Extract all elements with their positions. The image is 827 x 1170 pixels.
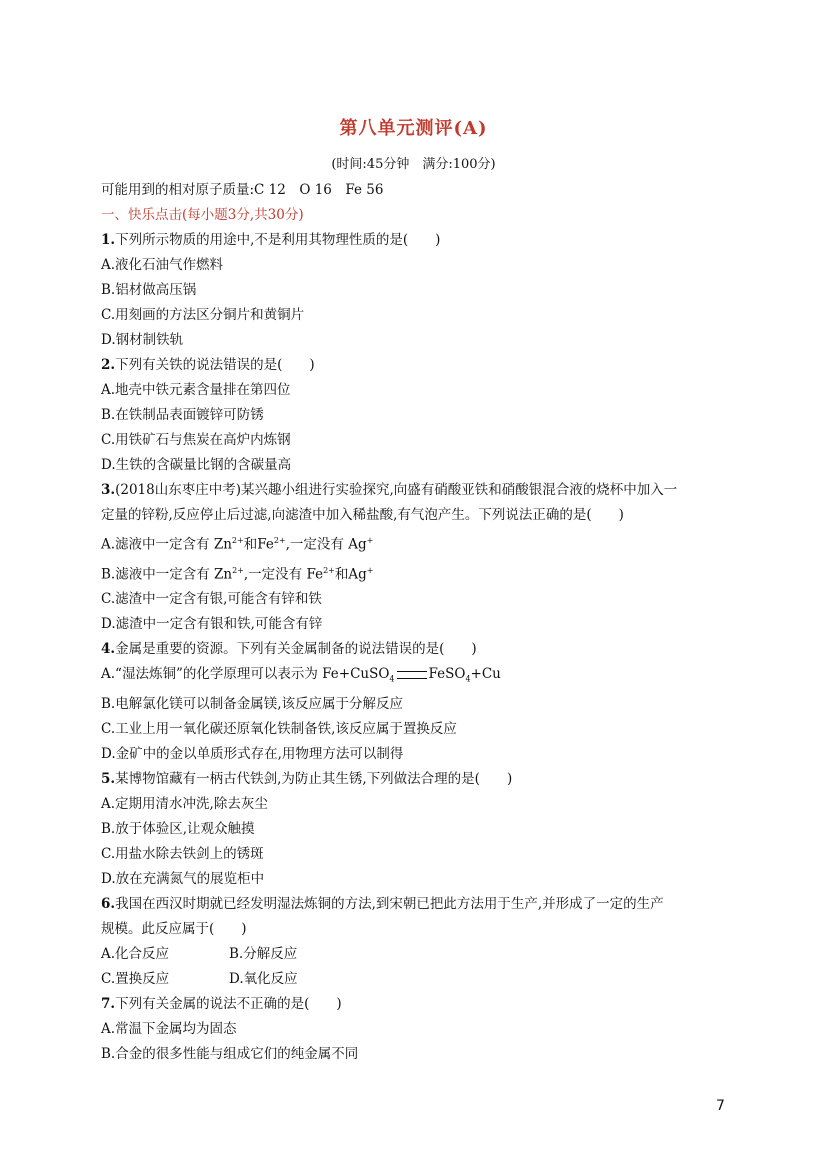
option-a	[101, 528, 741, 558]
option-b: B.合金的很多性能与组成它们的纯金属不同	[101, 1045, 359, 1062]
option-a: A.化合反应	[101, 945, 170, 962]
option-d: D.生铁的含碳量比钢的含碳量高	[101, 457, 292, 473]
option-a: A.液化石油气作燃料	[101, 257, 224, 273]
option-c: C.用刻画的方法区分铜片和黄铜片	[101, 307, 305, 323]
question-text: 下列有关金属的说法不正确的是( )	[115, 995, 342, 1012]
option-b: B.放于体验区,让观众触摸	[101, 820, 255, 837]
option-c: C.用盐水除去铁剑上的锈斑	[101, 845, 264, 862]
option-a	[101, 662, 741, 692]
question-4	[101, 637, 741, 662]
equation-equals-sign	[397, 671, 427, 679]
page-number: 7	[716, 1098, 725, 1114]
ion-charge: 2+	[273, 536, 286, 545]
question-text-line-2: 定量的锌粉,反应停止后过滤,向滤渣中加入稀盐酸,有气泡产生。下列说法正确的是( )	[101, 507, 624, 523]
question-number: 6.	[101, 895, 116, 912]
question-text-line-1: 我国在西汉时期就已经发明湿法炼铜的方法,到宋朝已把此方法用于生产,并形成了一定的生产	[115, 895, 664, 912]
option-d: D.滤渣中一定含有银和铁,可能含有锌	[101, 616, 323, 632]
subscript: 4	[465, 674, 471, 684]
ion-charge: +	[366, 536, 374, 545]
question-2	[101, 353, 741, 378]
question-3	[101, 478, 741, 503]
option-text: +Cu	[470, 666, 501, 682]
option-d: D.金矿中的金以单质形式存在,用物理方法可以制得	[101, 745, 404, 762]
option-text: A.“湿法炼铜”的化学原理可以表示为 Fe+CuSO	[101, 666, 390, 682]
option-b: B.在铁制品表面镀锌可防锈	[101, 407, 264, 423]
ion-charge: 2+	[323, 565, 335, 575]
question-number: 5.	[101, 770, 116, 787]
ion-charge: 2+	[231, 536, 244, 545]
option-c: C.工业上用一氧化碳还原氧化铁制备铁,该反应属于置换反应	[101, 720, 457, 737]
option-b: B.电解氯化镁可以制备金属镁,该反应属于分解反应	[101, 695, 404, 712]
question-text: 某博物馆藏有一柄古代铁剑,为防止其生锈,下列做法合理的是( )	[115, 770, 513, 787]
question-text: 下列有关铁的说法错误的是( )	[115, 357, 315, 373]
option-row	[101, 942, 741, 967]
question-5	[101, 767, 741, 792]
option-text: FeSO	[428, 666, 466, 682]
option-b: B.分解反应	[229, 945, 298, 962]
page-title: 第八单元测评(A)	[339, 118, 488, 139]
option-b: B.铝材做高压锅	[101, 282, 197, 298]
question-number: 7.	[101, 995, 116, 1012]
option-text: ,一定没有 Fe	[243, 566, 324, 582]
option-c: C.置换反应	[101, 970, 170, 987]
question-6	[101, 892, 741, 917]
section-heading: 一、快乐点击(每小题3分,共30分)	[101, 207, 304, 223]
option-d: D.放在充满氮气的展览柜中	[101, 870, 265, 887]
atomic-masses: 可能用到的相对原子质量:C 12 O 16 Fe 56	[101, 182, 384, 198]
exam-info: (时间:45分钟 满分:100分)	[331, 157, 496, 172]
question-7	[101, 992, 741, 1017]
question-text-line-2: 规模。此反应属于( )	[101, 920, 247, 937]
option-c: C.用铁矿石与焦炭在高炉内炼钢	[101, 432, 291, 448]
option-text: 和Fe	[243, 536, 274, 553]
option-text: B.滤液中一定含有 Zn	[101, 566, 233, 582]
exam-content	[101, 178, 741, 1067]
question-number: 1.	[101, 232, 116, 248]
option-a: A.定期用清水冲洗,除去灰尘	[101, 795, 268, 812]
question-number: 2.	[101, 357, 116, 373]
question-text: 下列所示物质的用途中,不是利用其物理性质的是( )	[115, 232, 441, 248]
ion-charge: 2+	[232, 565, 244, 575]
question-number: 4.	[101, 641, 116, 657]
question-text-line-1: (2018山东枣庄中考)某兴趣小组进行实验探究,向盛有硝酸亚铁和硝酸银混合液的烧杯中加入一	[115, 482, 678, 498]
ion-charge: +	[366, 565, 374, 575]
option-a: A.常温下金属均为固态	[101, 1020, 237, 1037]
question-1	[101, 228, 741, 253]
option-c: C.滤渣中一定含有银,可能含有锌和铁	[101, 591, 322, 607]
question-number: 3.	[101, 482, 116, 498]
subscript: 4	[389, 674, 395, 684]
option-text: A.滤液中一定含有 Zn	[101, 536, 232, 553]
option-a: A.地壳中铁元素含量排在第四位	[101, 382, 291, 398]
option-text: ,一定没有 Ag	[285, 536, 367, 553]
question-text: 金属是重要的资源。下列有关金属制备的说法错误的是( )	[115, 641, 477, 657]
option-d: D.氧化反应	[229, 970, 298, 987]
option-text: 和Ag	[334, 566, 367, 582]
option-d: D.钢材制铁轨	[101, 332, 184, 348]
option-row	[101, 967, 741, 992]
option-b	[101, 558, 741, 588]
